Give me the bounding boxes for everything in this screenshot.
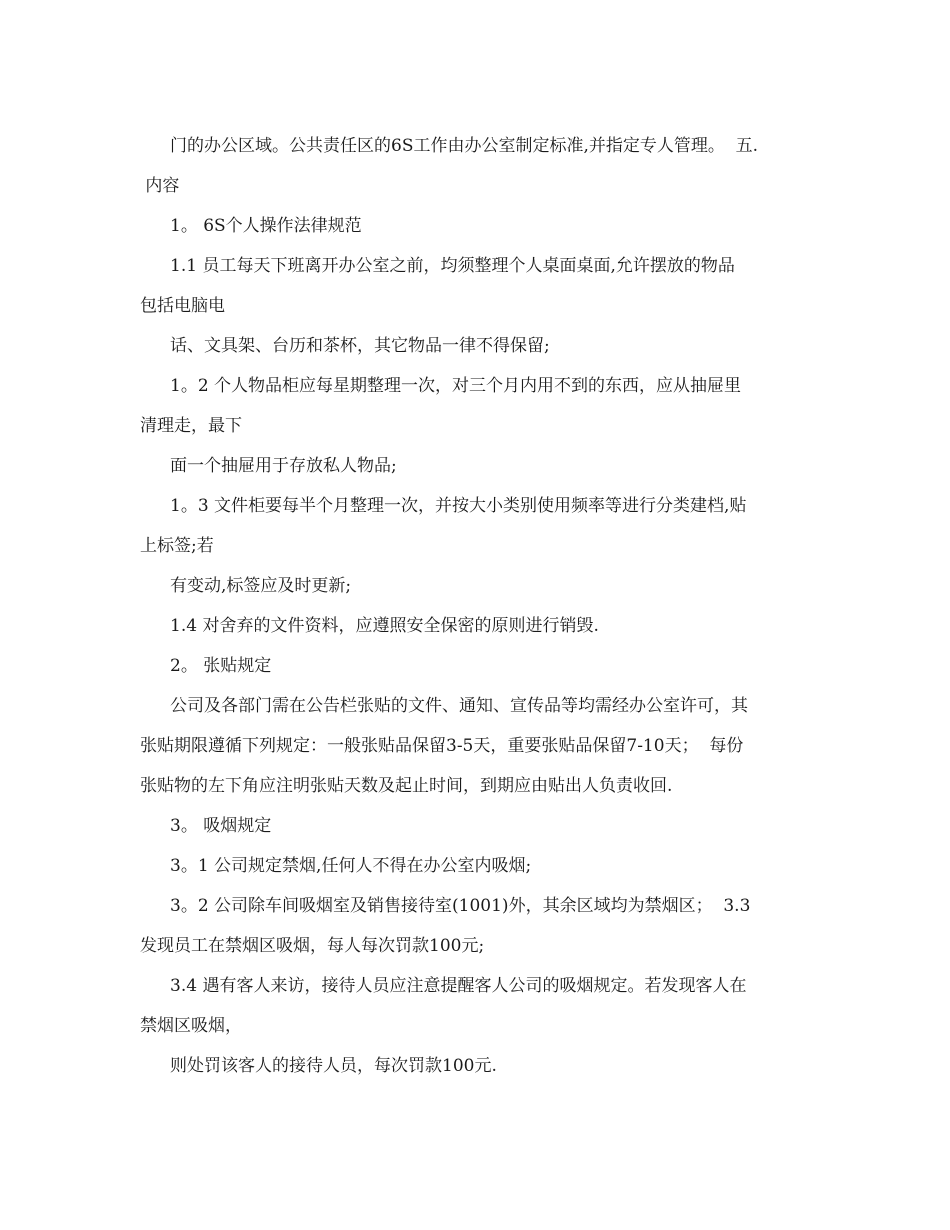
text-line: 公司及各部门需在公告栏张贴的文件、通知、宣传品等均需经办公室许可，其 <box>170 696 748 716</box>
text-line: 3.4 遇有客人来访，接待人员应注意提醒客人公司的吸烟规定。若发现客人在 <box>170 976 747 996</box>
document-body <box>140 126 820 1086</box>
text-line: 张贴物的左下角应注明张贴天数及起止时间，到期应由贴出人负责收回. <box>140 776 673 796</box>
text-line: 1.1 员工每天下班离开办公室之前，均须整理个人桌面桌面,允许摆放的物品 <box>170 256 735 276</box>
text-line: 清理走，最下 <box>140 416 242 436</box>
text-line: 话、文具架、台历和茶杯，其它物品一律不得保留; <box>170 336 550 356</box>
section-heading: 1。 6S个人操作法律规范 <box>170 216 362 236</box>
text-line: 内容 <box>140 176 180 196</box>
text-line: 张贴期限遵循下列规定：一般张贴品保留3-5天，重要张贴品保留7-10天； 每份 <box>140 736 744 756</box>
text-line: 则处罚该客人的接待人员，每次罚款100元. <box>170 1056 497 1076</box>
text-line: 发现员工在禁烟区吸烟，每人每次罚款100元; <box>140 936 485 956</box>
text-line: 门的办公区域。公共责任区的6S工作由办公室制定标准,并指定专人管理。 五. <box>170 136 759 156</box>
text-line: 面一个抽屉用于存放私人物品; <box>170 456 397 476</box>
text-line: 3。1 公司规定禁烟,任何人不得在办公室内吸烟; <box>170 856 532 876</box>
text-line: 包括电脑电 <box>140 296 225 316</box>
text-line: 3。2 公司除车间吸烟室及销售接待室(1001)外，其余区域均为禁烟区； 3.3 <box>170 896 751 916</box>
text-line: 有变动,标签应及时更新; <box>170 576 352 596</box>
section-heading: 2。 张贴规定 <box>170 656 272 676</box>
text-line: 1。3 文件柜要每半个月整理一次，并按大小类别使用频率等进行分类建档,贴 <box>170 496 747 516</box>
text-line: 1.4 对舍弃的文件资料，应遵照安全保密的原则进行销毁. <box>170 616 599 636</box>
section-heading: 3。 吸烟规定 <box>170 816 272 836</box>
text-line: 上标签;若 <box>140 536 214 556</box>
text-line: 禁烟区吸烟， <box>140 1016 242 1036</box>
text-line: 1。2 个人物品柜应每星期整理一次，对三个月内用不到的东西，应从抽屉里 <box>170 376 742 396</box>
